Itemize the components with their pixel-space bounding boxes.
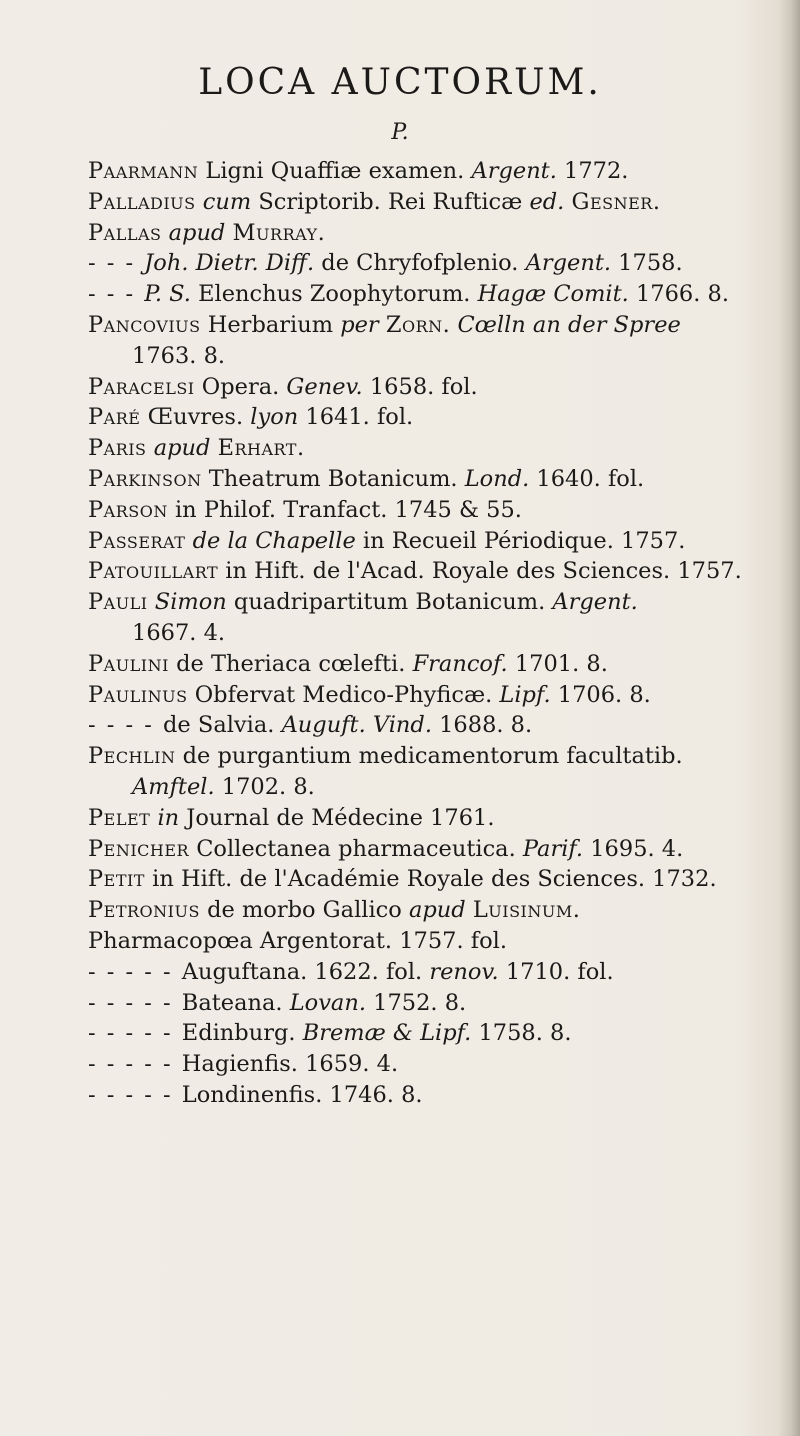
- entry-text: Œuvres.: [140, 404, 251, 431]
- author-name: Petit: [88, 866, 145, 893]
- ditto-dashes: - - -: [88, 250, 145, 277]
- catalog-entry: [88, 864, 778, 895]
- author-name: Passerat: [88, 527, 186, 554]
- page-edge-shadow: [778, 0, 800, 1436]
- author-name: Pauli: [88, 589, 148, 616]
- entry-text: apud: [408, 897, 466, 924]
- entry-text: [564, 189, 571, 215]
- entry-text: 1640. fol.: [529, 465, 645, 492]
- entry-text: in: [157, 804, 180, 831]
- entry-text: Bateana.: [181, 989, 290, 1016]
- entry-text: Obfervat Medico-Phyficæ.: [187, 681, 500, 708]
- catalog-entry: [88, 1018, 778, 1049]
- entry-text: in Hift. de l'Acad. Royale des Sciences. 1757.: [218, 558, 742, 585]
- catalog-entry: [88, 402, 778, 433]
- catalog-entry: [88, 218, 778, 249]
- catalog-entry: [88, 895, 778, 926]
- entry-text: 1701. 8.: [507, 650, 608, 677]
- entry-text: Simon: [154, 589, 227, 616]
- entry-text: in Hift. de l'Académie Royale des Sciences. 1732.: [144, 866, 717, 893]
- entry-text: de Salvia.: [163, 712, 282, 739]
- entry-text: Theatrum Botanicum.: [201, 465, 465, 492]
- entry-text: apud: [153, 435, 211, 462]
- author-name: Paré: [88, 404, 141, 431]
- author-name: Pancovius: [88, 311, 201, 338]
- entry-text: in Philof. Tranfact. 1745 & 55.: [167, 496, 522, 523]
- entry-text: Francof.: [412, 650, 508, 677]
- ditto-dashes: - - -: [88, 281, 145, 308]
- catalog-entry: [88, 279, 778, 310]
- catalog-entry: [88, 556, 778, 587]
- catalog-entry: [88, 926, 778, 957]
- catalog-entry: [88, 495, 778, 526]
- ditto-dashes: - - - - -: [88, 958, 182, 985]
- entry-text: 1758.: [611, 250, 683, 277]
- author-name: Murray.: [232, 219, 326, 246]
- catalog-entry: [88, 834, 778, 865]
- author-name: Penicher: [88, 835, 190, 862]
- author-name: Palladius: [88, 188, 196, 215]
- entry-text: lyon: [250, 404, 299, 431]
- entry-text: [161, 220, 168, 246]
- entry-text: [466, 897, 473, 923]
- author-name: Paarmann: [88, 158, 199, 184]
- entry-text: Lond.: [464, 465, 530, 492]
- entry-text: [210, 435, 217, 461]
- entry-text: in Recueil Périodique. 1757.: [355, 527, 686, 554]
- entry-text: [225, 220, 232, 246]
- entry-text: 1658. fol.: [362, 373, 478, 400]
- entry-text: Scriptorib. Rei Rufticæ: [251, 188, 530, 215]
- author-name: Paracelsi: [88, 373, 195, 400]
- entry-text: 1766. 8.: [628, 281, 730, 308]
- entry-text: Auguft. Vind.: [281, 712, 432, 739]
- entry-text: 1688. 8.: [431, 712, 533, 739]
- author-name: Erhart.: [217, 435, 305, 462]
- entry-text: Cœlln an der Spree: [457, 311, 681, 338]
- entry-text: ed.: [529, 188, 565, 215]
- author-name: Luisinum.: [472, 897, 581, 924]
- author-name: Petronius: [88, 897, 200, 924]
- entry-text: per: [340, 311, 379, 338]
- entry-text: 1710. fol.: [498, 958, 614, 985]
- catalog-entry: [88, 310, 778, 372]
- entry-text: Argent.: [471, 158, 557, 184]
- entry-text: Lipf.: [499, 681, 551, 708]
- entry-text: Edinburg.: [181, 1020, 303, 1047]
- entry-text: 1702. 8.: [214, 773, 315, 800]
- catalog-entry: [88, 988, 778, 1019]
- entry-text: 1667. 4.: [132, 619, 226, 646]
- entry-text: Hagæ Comit.: [477, 281, 629, 308]
- ditto-dashes: - - - - -: [88, 1051, 182, 1078]
- catalog-entry: [88, 372, 778, 403]
- catalog-entry: [88, 464, 778, 495]
- entry-text: Collectanea pharmaceutica.: [189, 835, 523, 862]
- author-name: Paris: [88, 435, 147, 462]
- entry-text: Argent.: [525, 250, 612, 277]
- catalog-entry: [88, 710, 778, 741]
- entry-text: [185, 528, 192, 554]
- entry-text: de la Chapelle: [192, 527, 356, 554]
- entry-text: Londinenfis. 1746. 8.: [181, 1081, 423, 1108]
- catalog-entry: [88, 526, 778, 557]
- author-name: Patouillart: [88, 558, 219, 585]
- author-name: Pallas: [88, 219, 162, 246]
- entry-text: Auguftana. 1622. fol.: [181, 958, 430, 985]
- entry-list: [88, 156, 778, 1111]
- entry-text: Elenchus Zoophytorum.: [190, 281, 478, 308]
- ditto-dashes: - - - - -: [88, 1020, 182, 1047]
- entry-text: Lovan.: [289, 989, 366, 1016]
- entry-text: [148, 589, 155, 615]
- entry-text: Joh. Dietr. Diff.: [144, 250, 315, 277]
- entry-text: de Theriaca cœlefti.: [168, 650, 413, 677]
- entry-text: Genev.: [286, 373, 363, 400]
- entry-text: [147, 435, 154, 461]
- entry-text: Hagienfis. 1659. 4.: [181, 1051, 399, 1078]
- ditto-dashes: - - - - -: [88, 1081, 182, 1108]
- author-name: Parson: [88, 496, 168, 523]
- entry-text: 1752. 8.: [365, 989, 467, 1016]
- author-name: Paulinus: [88, 681, 188, 708]
- catalog-entry: [88, 680, 778, 711]
- catalog-entry: [88, 156, 778, 187]
- entry-text: de purgantium medicamentorum facultatib.: [175, 743, 683, 770]
- entry-text: [379, 312, 386, 338]
- entry-text: P. S.: [144, 281, 191, 308]
- author-name: Zorn.: [385, 311, 451, 338]
- entry-text: Bremæ & Lipf.: [302, 1020, 472, 1047]
- entry-text: de morbo Gallico: [199, 897, 409, 924]
- entry-text: [196, 189, 203, 215]
- entry-text: quadripartitum Botanicum.: [226, 589, 553, 616]
- entry-text: 1641. fol.: [298, 404, 414, 431]
- catalog-entry: [88, 803, 778, 834]
- catalog-entry: [88, 649, 778, 680]
- catalog-entry: [88, 1080, 778, 1111]
- entry-text: 1763. 8.: [132, 342, 226, 369]
- catalog-entry: [88, 957, 778, 988]
- entry-text: Argent.: [552, 589, 638, 616]
- entry-text: renov.: [429, 958, 499, 985]
- entry-text: 1758. 8.: [471, 1020, 572, 1047]
- entry-text: cum: [202, 188, 252, 215]
- author-name: Pechlin: [88, 743, 176, 770]
- entry-text: Herbarium: [200, 311, 341, 338]
- author-name: Pelet: [88, 804, 151, 831]
- author-name: Paulini: [88, 650, 169, 677]
- catalog-entry: [88, 248, 778, 279]
- author-name: Parkinson: [88, 465, 202, 492]
- entry-text: Ligni Quaffiæ examen.: [198, 158, 472, 184]
- page-heading: LOCA AUCTORUM.: [198, 62, 602, 103]
- ditto-dashes: - - - - -: [88, 989, 182, 1016]
- entry-text: Parif.: [522, 835, 584, 862]
- entry-text: Journal de Médecine 1761.: [179, 804, 495, 831]
- entry-text: apud: [168, 219, 226, 246]
- author-name: Gesner.: [571, 188, 661, 215]
- catalog-entry: [88, 587, 778, 649]
- catalog-entry: [88, 1049, 778, 1080]
- entry-text: de Chryfofplenio.: [314, 250, 526, 277]
- entry-text: Opera.: [194, 373, 287, 400]
- catalog-entry: [88, 433, 778, 464]
- catalog-entry: [88, 741, 778, 803]
- entry-text: 1695. 4.: [583, 835, 684, 862]
- entry-text: 1706. 8.: [550, 681, 651, 708]
- catalog-entry: [88, 187, 778, 218]
- entry-text: 1772.: [556, 158, 629, 184]
- entry-text: Amftel.: [132, 773, 215, 800]
- entry-text: Pharmacopœa Argentorat. 1757. fol.: [88, 927, 508, 954]
- ditto-dashes: - - - -: [88, 712, 164, 739]
- section-letter: P.: [391, 120, 409, 145]
